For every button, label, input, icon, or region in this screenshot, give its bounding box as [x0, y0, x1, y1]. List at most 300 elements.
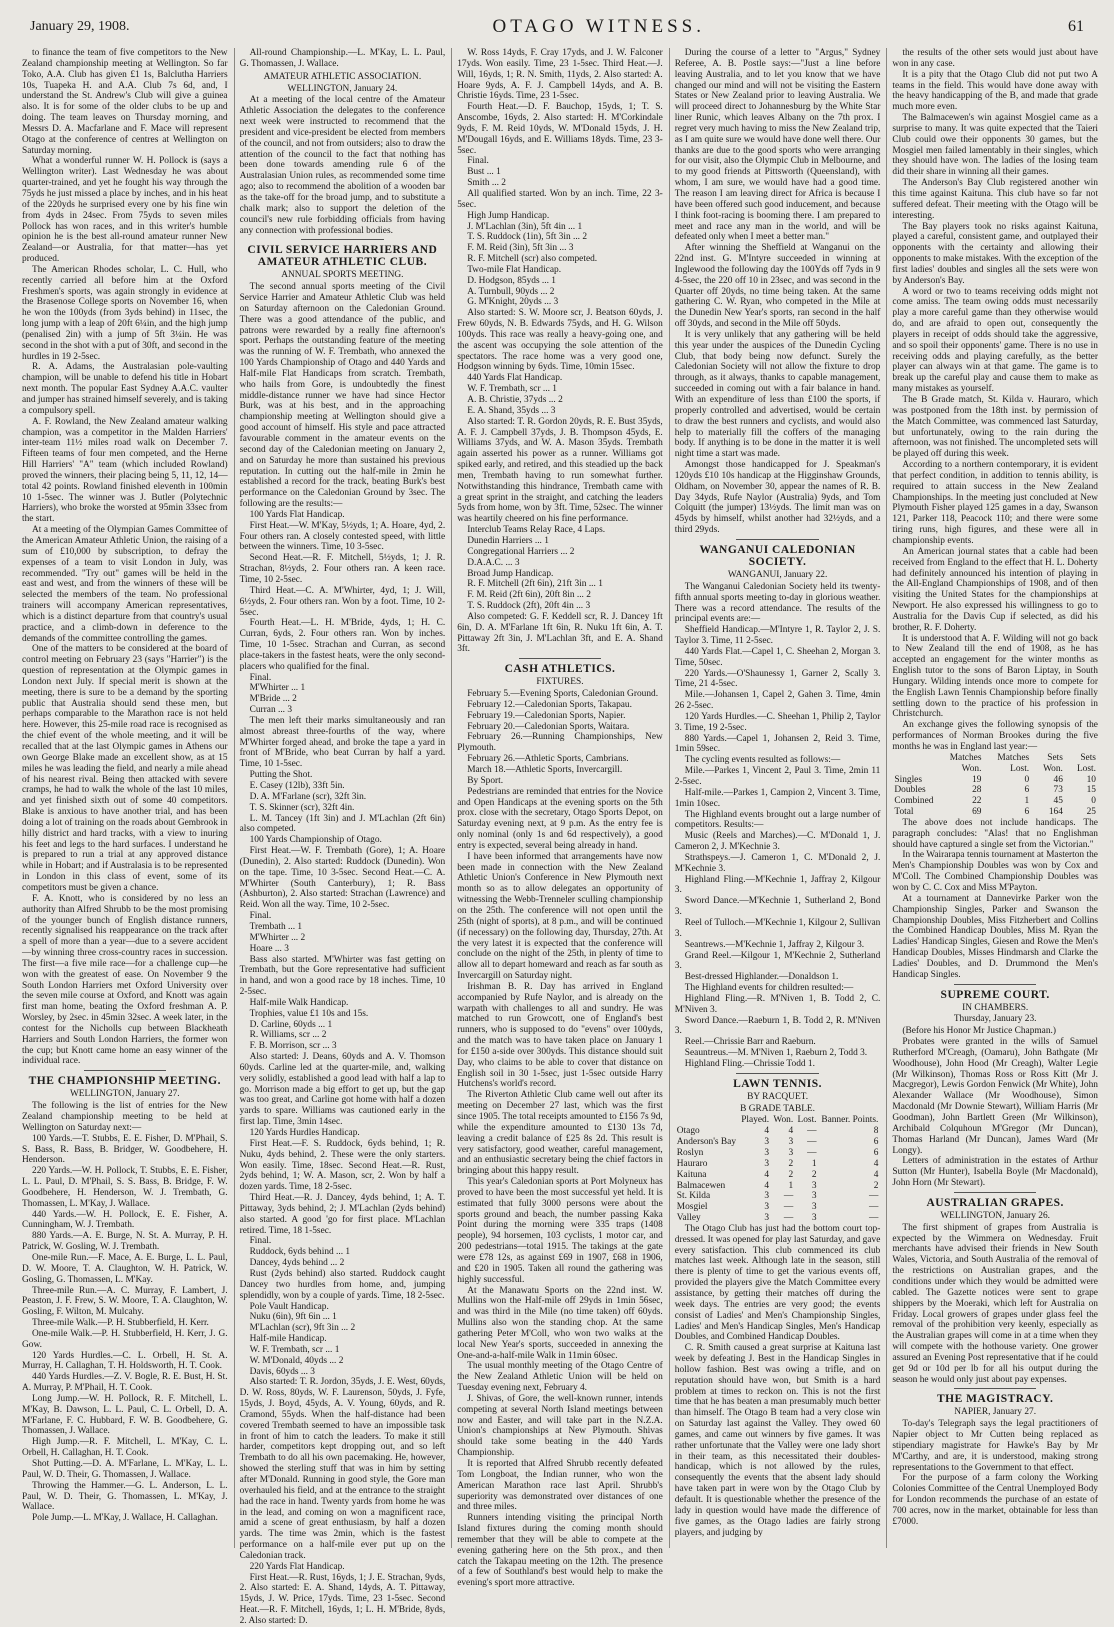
column-5 [886, 48, 1098, 1548]
paragraph: An American journal states that a cable had been received from England to the effect that H. L. Doherty had definitely announced his intention of playing in the All-England Championships of 1908, and of then visiting the United States for the championships at Newport. He also expressed his willingness to go to Australia for the Davis Cup if selected, as did his brother, R. F. Doherty. [892, 546, 1098, 633]
paragraph: Fourth Heat.—L. H. M'Bride, 4yds, 1; H. C. Curran, 6yds, 2. Four others ran. Won by inches. Time, 10 1-5sec. Strachan and Curran, as second place-takers in the fastest heats, were the only second-placers who qualified for the final. [239, 618, 446, 672]
paragraph: F. M. Reid (3in), 5ft 3in ... 3 [467, 243, 574, 254]
paragraph: Hoare ... 3 [249, 943, 289, 954]
paragraph: E. Casey (12lb), 33ft 5in. [249, 781, 345, 791]
paragraph: Reel of Tulloch.—M'Kechnie 1, Kilgour 2, Sullivan 3. [674, 917, 881, 939]
paragraph: Also competed: G. F. Keddell scr, R. J. Dancey 1ft 6in, D. A. M'Farlane 1ft 6in, R. Nuku 1ft 6in, A. T. Pittaway 2ft 3in, J. M'Lachlan 3ft, and E. A. Shand 3ft. [457, 611, 663, 655]
paragraph: The American Rhodes scholar, L. C. Hull, who recently carried all before him at the Oxford Freshmen's sports, was again strongly in evidence at the Brasenose College sports on November 16, when he won the 100yds (from 3yds behind) in 11sec, the long jump with a leap of 20ft 6¼in, and the high jump (penalised 2in) with a jump of 5ft 3¼in. He was second in the shot with a put of 30ft, and second in the hurdles in 19 2-5sec. [22, 264, 228, 362]
table-cell: 6 [873, 1148, 879, 1158]
paragraph: Rust (2yds behind) also started. Ruddock caught Dancey two hurdles from home, and, jumping splendidly, won by a couple of yards. Time, 18 2-5sec. [239, 1268, 446, 1301]
table-cell: 8 [873, 1126, 879, 1137]
paragraph: In the Wairarapa tennis tournament at Masterton the Men's Championship Doubles was won by Cox and M'Coll. The Combined Championship Doubles was won by C. C. Cox and Miss M'Payton. [892, 850, 1098, 893]
paragraph: 880 Yards.—Capel 1, Johansen 2, Reid 3. Time, 1min 59sec. [674, 733, 881, 755]
paragraph: The second annual sports meeting of the Civil Service Harrier and Amateur Athletic Club was held on Saturday afternoon on the Caledonian Ground. There was a good attendance of the public, and patrons were rewarded by a really fine afternoon's sport. Perhaps the outstanding feature of the meeting was the running of W. F. Trembath, who annexed the 100 Yards Championship of Otago and 440 Yards and Half-mile Flat Handicaps from scratch. Trembath, who hails from Gore, is undoubtedly the finest middle-distance runner we have had since Hector Burk, was at his best, and in the approaching championship meeting at Wellington should give a good account of himself. His style and pace attracted favourable comment in the amateur events on the second day of the Caledonian meeting on January 2, and on Saturday he more than sustained his previous reputation. In cutting out the half-mile in 2min he established a record for the track, beating Burk's best performance on the Caledonian Ground by 3sec. The following are the results:— [239, 282, 446, 510]
paragraph: R. Williams, scr ... 2 [249, 1030, 327, 1041]
paragraph: T. S. Ruddock (2ft), 20ft 4in ... 3 [467, 601, 591, 612]
paragraph: Half-mile Handicap. [249, 1334, 327, 1345]
paragraph: Best-dressed Highlander.—Donaldson 1. [684, 972, 839, 983]
table-cell: 6 [1024, 807, 1030, 818]
paragraph: February 5.—Evening Sports, Caledonian Ground. [467, 689, 659, 700]
paragraph: W. F. Trembath, scr ... 1 [467, 384, 557, 395]
table-cell: 19 [972, 774, 982, 785]
paragraph: 120 Yards Hurdles Handicap. [249, 1128, 360, 1138]
paragraph: 120 Yards Hurdles.—C. L. Orbell, H. St. A. Murray, H. Callaghan, T. H. Holdsworth, H. T. Cook. [22, 1350, 228, 1372]
table-cell: Hauraro [676, 1158, 708, 1169]
paragraph: This year's Caledonian sports at Port Molyneux has proved to have been the most successful yet held. It is estimated that fully 3000 persons were about the sports ground and beach, the number passing Kaka Point during the morning were 335 traps (1408 people), 94 horsemen, 103 cyclists, 1 motor car, and 200 pedestrians—total 1915. The takings at the gate were £78 12s, as against £69 in 1907, £68 in 1906, and £20 in 1905. Taken all round the gathering was highly successful. [457, 1177, 663, 1285]
paragraph: to finance the team of five competitors to the New Zealand championship meeting at Wellington. So far Toko, A.A. Club has given £1 1s, Balclutha Harriers 10s, Tuapeka H. and A.A. Club 7s 6d, and, I understand the St. Andrew's Club will give a guinea also. It is for some of the older clubs to be up and doing. The team leaves on Thursday morning, and Messrs D. A. Macfarlane and F. Mace will represent Otago at the conference of centres at Wellington on Saturday morning. [22, 48, 228, 156]
dateline: WANGANUI, January 22. [727, 569, 828, 580]
paragraph: Irishman B. R. Day has arrived in England accompanied by Rufe Naylor, and is already on the warpath with challenges to all and sundry. He was matched to run Growcott, one of England's best runners, who is supposed to do "evens" over 100yds, and the match was to have taken place on January 1 for £150 a-side over 300yds. This distance should suit Day, who claims to be able to cover that distance on English soil in 30 1-5sec, just 1-5sec outside Harry Hutchens's world's record. [457, 981, 663, 1090]
paragraph: G. M'Knight, 20yds ... 3 [467, 297, 559, 308]
masthead [30, 14, 1084, 40]
table-cell: 1 [788, 1180, 794, 1191]
table-cell: 4 [788, 1126, 794, 1137]
paragraph: 440 Yards.—W. H. Pollock, E. E. Fisher, A. Cunningham, W. J. Trembath. [22, 1209, 228, 1231]
paragraph: During the course of a letter to "Argus," Sydney Referee, A. B. Postle says:—"Just a line before leaving Australia, and to let you know that we have changed our mind and will not be visiting the Eastern States or New Zealand prior to leaving Australia. We will proceed direct to Johannesburg by the White Star liner Runic, which leaves Albany on the 7th prox. I regret very much having to miss the New Zealand trip, as I am quite sure we would have done well there. Our thanks are due to the good sports who were arranging for our visit, also the Olympic Club in Melbourne, and to my good friends at Pittsworth (Queensland), with whom, I am sure, we would have had a good time. The reason I am leaving direct for Africa is because I have been offered such good inducement, and because I think foot-racing is booming there. I am prepared to meet and race any man in the world, and will be defeated only when I meet a better man." [674, 48, 881, 243]
paragraph: The men left their marks simultaneously and ran almost abreast three-fourths of the way, where M'Whirter forged ahead, and broke the tape a yard in front of M'Bride, who beat Curran by half a yard. Time, 10 1-5sec. [239, 715, 446, 770]
table-cell: 4 [764, 1169, 770, 1180]
article-text: The first shipment of grapes from Australia is expected by the Wimmera on Wednesday. Fruit merchants have advised their friends in New South Wales, Victoria, and South Australia of the removal of the restrictions on Australian grapes, and the conditions under which they would be admitted were cabled. The Gazette notices were sent to grape shippers by the Moeraki, which left for Australia on Friday. Local growers of grapes under glass feel the removal of the prohibition very keenly, especially as the Australian grapes will come in at a time when they will compete with the hothouse variety. One grower assured an Evening Post representative that if he could get 9d or 10d per lb for all his output during the season he would only just about pay expenses. [892, 1222, 1098, 1385]
paragraph: A. Turnbull, 90yds ... 2 [467, 286, 555, 297]
column-header [675, 1115, 739, 1126]
paragraph: Bass also started. M'Whirter was fast getting on Trembath, but the Gore representative had sufficient in hand, and won a good race by 18 inches. Time, 10 2-5sec. [239, 954, 446, 998]
paragraph: Also started: T. R. Gordon 20yds, R. E. Bust 35yds, A. F. J. Campbell 37yds, J. B. Thompson 45yds, E. Williams 37yds, and W. A. Mason 35yds. Trembath again asserted his power as a runner. Williams got spiked early, and retired, and this steadied up the back men, Trembath having to run somewhat further. Notwithstanding this hindrance, Trembath came with a great sprint in the straight, and catching the leaders 5yds from home, won by 3ft. Time, 52sec. The winner was heartily cheered on his fine performance. [457, 416, 663, 525]
table-cell: Singles [894, 774, 922, 785]
column-3 [451, 48, 663, 1589]
paragraph: Half-mile Walk Handicap. [249, 997, 349, 1008]
paragraph: February 26.—Athletic Sports, Cambrians. [467, 754, 629, 765]
paragraph: To-day's Telegraph says the legal practitioners of Napier object to Mr Cutten being replaced as stipendiary magistrate for Hawke's Bay by Mr M'Carthy, and are, it is understood, making strong representations to the Government to that effect. [892, 1419, 1098, 1473]
column-header: Sets Lost. [1076, 752, 1096, 774]
paragraph: 880 Yards.—A. E. Burge, N. St. A. Murray, P. H. Patrick, W. Gosling, W. J. Trembath. [22, 1231, 228, 1253]
column-4 [669, 48, 881, 1548]
paragraph: Also started: J. Deans, 60yds and A. V. Thomson 60yds. Carline led at the quarter-mile, and, walking very solidly, established a good lead with half a lap to go. Morrison made a big effort to get up, but the gap was too great, and Carline got home with half a dozen yards to spare. Williams was cautioned early in the first lap. Time, 3min 14sec. [239, 1052, 446, 1128]
article-body [892, 48, 1098, 753]
table-cell: Otago [676, 1126, 700, 1137]
section-heading: CIVIL SERVICE HARRIERS AND AMATEUR ATHLETIC CLUB. [247, 244, 438, 269]
paragraph: C. R. Smith caused a great surprise at Kaituna last week by defeating J. Best in the Handicap Singles in hollow fashion. Best was owing a trifle, and on reputation should have won, but Smith is a hard problem at times to reckon on. This is not the first time that he has beaten a man presumably much better than himself. The Otago B team had a very close win on Saturday last against the Valley. They owed 60 games, and came out winners by five games. It was rather unfortunate that the Valley were one lady short in their team, as this necessitated their doubles-handicap, which is not allowed by the rules, consequently the events that the absent lady should have taken part in were won by the Otago Club by default. It is questionable whether the presence of the lady in question would have made the difference of five games, as the Otago ladies are fairly strong players, and judging by [674, 1343, 881, 1538]
table-cell: 1 [1024, 796, 1030, 807]
dateline: WELLINGTON, January 24. [287, 83, 398, 94]
table-cell: 28 [972, 785, 982, 796]
paragraph: Mile.—Johansen 1, Capel 2, Gahen 3. Time, 4min 26 2-5sec. [674, 690, 881, 712]
table-header-row [892, 753, 1098, 775]
section-heading: AMATEUR ATHLETIC ASSOCIATION. [263, 71, 422, 82]
paragraph: The Bay players took no risks against Kaituna, played a careful, consistent game, and outplayed their opponents with the certainty and allowing their opponents to make mistakes. With the exception of the first ladies' doubles and singles all the sets were won by Anderson's Bay. [892, 221, 1098, 286]
paragraph: February 26.—Running Championships, New Plymouth. [457, 732, 663, 754]
paragraph: First Heat.—W. M'Kay, 5½yds, 1; A. Hoare, 4yd, 2. Four others ran. A closely contested speed, with little between the winners. Time, 10 3-5sec. [239, 520, 446, 553]
table-cell: 2 [788, 1169, 794, 1180]
divider [301, 239, 383, 240]
paragraph: Highland Fling.—Chrissie Todd 1. [684, 1058, 815, 1069]
column-header: Played. [741, 1115, 770, 1126]
table-cell: — [807, 1137, 817, 1148]
table-row [675, 1170, 881, 1181]
table-row [892, 775, 1098, 786]
paragraph: Nuku (6in), 9ft 6in ... 1 [249, 1312, 337, 1323]
article-body [457, 689, 663, 1589]
paragraph: Amongst those handicapped for J. Speakman's 120yds £10 10s handicap at the Higginshaw Grounds, Oldham, on November 30, appear the names of R. B. Day 34yds, Rufe Naylor (Australia) 9yds, and Tom Colquitt (the jumper) 13½yds. The limit man was on 45yds by himself, whilst another had 32½yds, and a third 29yds. [674, 460, 881, 536]
section-heading: AUSTRALIAN GRAPES. [926, 1196, 1064, 1209]
paragraph: 100 Yards Championship of Otago. [249, 835, 382, 846]
paragraph: After winning the Sheffield at Wanganui on the 22nd inst. G. M'Intyre succeeded in winning at Inglewood the following day the 100Yds off 7yds in 9 4-5sec, the 220 off 10 in 23sec, and was second in the Quarter off 20yds, no time being taken. At the same gathering C. W. Ryan, who competed in the Mile at the Dunedin New Year's sports, ran second in the half off 30yds, and second in the Mile off 50yds. [674, 243, 881, 330]
table-cell: 3 [764, 1148, 770, 1158]
table-cell: Anderson's Bay [676, 1137, 737, 1148]
table-row [675, 1181, 881, 1192]
paragraph: Second Heat.—R. F. Mitchell, 5½yds, 1; J. R. Strachan, 8½yds, 2. Four others ran. A keen race. Time, 10 2-5sec. [239, 553, 446, 585]
table-title: B GRADE TABLE. [740, 1103, 815, 1114]
divider [736, 539, 818, 540]
divider [519, 658, 601, 659]
paragraph: 220 Yards.—O'Shaunessy 1, Garner 2, Scally 3. Time, 21 4-5sec. [674, 668, 881, 690]
table-cell: 25 [1086, 807, 1096, 818]
table-cell: 6 [873, 1137, 879, 1148]
paragraph: Ruddock, 6yds behind ... 1 [249, 1247, 351, 1258]
table-cell: 69 [972, 807, 982, 818]
paragraph: Two-mile Flat Handicap. [467, 264, 562, 275]
table-cell: 3 [764, 1191, 770, 1202]
paragraph: The Highland events brought out a large number of competitors. Results:— [674, 809, 881, 831]
section-heading: SUPREME COURT. [940, 988, 1050, 1001]
paragraph: By Sport. [467, 775, 504, 786]
paragraph: The Otago Club has just had the bottom court top-dressed. It was opened for play last Saturday, and gave every satisfaction. This club commenced its club matches last week. Although late in the season, still there is plenty of time to get the various events off, provided the players give the Match Committee every assistance, by getting their matches off during the week days. The entries are very good; the events consist of Ladies' and Men's Championship Singles, Ladies' and Men's Handicap Singles, Men's Handicap Doubles, and Combined Handicap Doubles. [674, 1223, 881, 1343]
table-cell: Roslyn [676, 1148, 704, 1158]
paragraph: One-mile Run.—F. Mace, A. E. Burge, L. L. Paul, D. W. Moore, T. A. Claughton, W. H. Patrick, W. Gosling, G. Thomassen, L. M'Kay. [22, 1252, 228, 1285]
paragraph: An exchange gives the following synopsis of the performances of Norman Brookes during the five months he was in England last year:— [892, 720, 1098, 752]
paragraph: February 19.—Caledonian Sports, Napier. [467, 710, 626, 721]
paragraph: 120 Yards Hurdles.—C. Sheehan 1, Philip 2, Taylor 3. Time, 19 2-5sec. [674, 711, 881, 733]
paragraph: First Heat.—W. F. Trembath (Gore), 1; A. Hoare (Dunedin), 2. Also started: Ruddock (Dunedin). Won on the tape. Time, 10 3-5sec. Second Heat.—C. A. M'Whirter (South Canterbury), 1; R. Bass (Ashburton), 2. Also started: Strachan (Lawrence) and Reid. Won all the way. Time, 10 2-5sec. [239, 846, 446, 911]
table-cell: — [807, 1126, 817, 1137]
paragraph: Sword Dance.—Raeburn 1, B. Todd 2, R. M'Niven 3. [674, 1015, 881, 1037]
section-heading: LAWN TENNIS. [733, 1077, 823, 1090]
table-cell: Combined [894, 796, 934, 807]
paragraph: (Before his Honor Mr Justice Chapman.) [902, 1026, 1056, 1037]
byline: BY RACQUET. [747, 1091, 809, 1102]
paragraph: M'Whirter ... 2 [249, 932, 306, 943]
paragraph: Final. [249, 1236, 272, 1247]
table-cell: 2 [788, 1158, 794, 1169]
paragraph: T. S. Ruddock (1in), 5ft 3in ... 2 [467, 232, 588, 243]
paragraph: D. A. M'Farlane (scr), 32ft 3in. [249, 791, 367, 802]
paragraph: D.A.A.C. ... 3 [467, 557, 520, 568]
table-row [675, 1191, 881, 1202]
paragraph: Seauntreus.—M. M'Niven 1, Raeburn 2, Todd 3. [684, 1048, 868, 1059]
newspaper-title: OTAGO WITNESS. [492, 16, 705, 37]
paragraph: W. M'Donald, 40yds ... 2 [249, 1355, 344, 1366]
section-heading: THE CHAMPIONSHIP MEETING. [28, 1075, 221, 1088]
paragraph: February 20.—Caledonian Sports, Waitara. [467, 721, 630, 732]
paragraph: J. M'Lachlan (3in), 5ft 4in ... 1 [467, 221, 583, 232]
paragraph: Third Heat.—R. J. Dancey, 4yds behind, 1; A. T. Pittaway, 3yds behind, 2; J. M'Lachlan (2yds behind) also started. A good 'go for first place. M'Lachlan retired. Time, 18 1-5sec. [239, 1193, 446, 1236]
article-body [892, 1419, 1098, 1527]
table-cell: Valley [676, 1213, 701, 1224]
table-cell: 45 [1053, 796, 1063, 807]
paragraph: The cycling events resulted as follows:— [684, 755, 841, 766]
paragraph: Pole Jump.—L. M'Kay, J. Wallace, H. Callaghan. [32, 1513, 218, 1524]
dateline: WELLINGTON, January 26. [940, 1210, 1051, 1221]
table-cell: — [783, 1202, 794, 1213]
paragraph: R. F. Mitchell (2ft 6in), 21ft 3in ... 1 [467, 579, 603, 590]
paragraph: High Jump Handicap. [467, 210, 550, 221]
paragraph: At the Manawatu Sports on the 22nd inst. W. Mullins won the Half-mile off 29yds in 1min 56sec, and was third in the Mile (no time taken) off 60yds. Mullins also won the standing chop. At the same gathering Peter M'Coll, who won two walks at the local New Year's sports, succeeded in annexing the One-and-a-half-mile Walk in 11min 60sec. [457, 1285, 663, 1361]
table-cell: 0 [1024, 774, 1030, 785]
table-cell: 0 [1091, 796, 1096, 807]
paragraph: At a tournament at Dannevirke Parker won the Championship Singles, Parker and Swanson the Championship Doubles, Miss Fitzherbert and Collins the Combined Handicap Doubles, Miss M. Ryan the Ladies' Handicap Singles, Giesen and Rowe the Men's Handicap Doubles, Misses Hindmarsh and Clarke the Ladies' Doubles, and D. Drummond the Men's Handicap Singles. [892, 893, 1098, 980]
article-text: At a meeting of the local centre of the Amateur Athletic Association the delegates to the conference next week were instructed to recommend that the president and vice-president be elected from members of the council, and not from outsiders; also to draw the attention of the council to the fact that nothing has been done towards amending rule 6 of the Australasian Union rules, as recommended some time ago; also to recommend the abolition of a wooden bar as the take-off for the broad jump, and to substitute a chalk mark; also to support the deletion of the council's new rule forbidding officials from having any connection with professional bodies. [239, 95, 446, 236]
paragraph: Three-mile Run.—A. C. Murray, F. Lambert, J. Peaston, J. F. Frew, S. W. Moore, T. A. Claughton, W. Gosling, F. Wilton, M. Mulcahy. [22, 1285, 228, 1318]
paragraph: What a wonderful runner W. H. Pollock is (says a Wellington writer). Last Wednesday he was about quarter-trained, and yet he fought his way through the 75yds he just missed a place by inches, and in his heat of the 220yds he surprised every one by his fine win from 4yds in 24sec. From 75yds to seven miles Pollock has won races, and in this writer's humble opinion he is the best all-round amateur runner New Zealand—or Australia, for that matter—has yet produced. [22, 156, 228, 265]
paragraph: For the purpose of a farm colony the Working Colonies Committee of the Central Unemployed Body for London recommends the purchase of an estate of 700 acres, now in the market, obtainable for less than £7000. [892, 1473, 1098, 1527]
paragraph: 440 Yards Hurdles.—Z. V. Bogle, R. E. Bust, H. St. A. Murray, P. M'Phail, H. T. Cook. [22, 1372, 228, 1394]
paragraph: 100 Yards Flat Handicap. [249, 509, 345, 520]
table-cell: 3 [811, 1180, 817, 1191]
table-cell: Balmacewen [676, 1180, 726, 1191]
brookes-table [892, 753, 1098, 818]
paragraph: Seantrews.—M'Kechnie 1, Jaffray 2, Kilgour 3. [684, 939, 865, 950]
paragraph: Bust ... 1 [467, 167, 501, 178]
table-cell: — [869, 1191, 879, 1202]
article-body [675, 48, 881, 536]
table-cell: St. Kilda [676, 1191, 711, 1202]
entries-list [22, 1101, 228, 1524]
paragraph: At a meeting of the Olympian Games Committee of the American Amateur Athletic Union, the raising of a sum of £10,000 by subscription, to defray the expenses of a team to visit London in July, was recommended. "Try out" games will be held in the east and west, and from the winners of these will be selected the members of the team. No professional trainers will accompany American representatives, which is a distinct departure from that country's usual practice, and a climb-down in deference to the demands of the committee controlling the games. [22, 525, 228, 644]
column-1 [22, 48, 228, 1548]
table-cell: 73 [1053, 785, 1063, 796]
table-row [675, 1159, 881, 1170]
table-cell: 3 [764, 1202, 770, 1213]
table-row [892, 785, 1098, 796]
paragraph: Highland Fling.—R. M'Niven 1, B. Todd 2, C. M'Niven 3. [674, 993, 881, 1015]
paragraph: Broad Jump Handicap. [467, 568, 554, 579]
paragraph: Putting the Shot. [249, 770, 313, 781]
table-cell: Mosgiel [676, 1202, 708, 1213]
paragraph: Reel.—Chrissie Barr and Raeburn. [684, 1037, 816, 1048]
paragraph: It is very unlikely that any gathering will be held this year under the auspices of the Dunedin Cycling Club, that body being now defunct. Surely the Caledonian Society will not allow the fixture to drop through, as it always, thanks to capable management, succeeded in coming out with a fair balance in hand. With an expenditure of less than £100 the sports, if properly controlled and advertised, would be certain to draw the best runners and cyclists, and would also help to materially fill the coffers of the managing body. If anything is to be done in the matter it is well night time a start was made. [674, 329, 881, 460]
paragraph: One of the matters to be considered at the board of control meeting on February 23 (says "Harrier") is the question of representation at the Olympic games in London next July. If special merit is shown at the meeting, there is sure to be a demand by the sporting public that Australia should send these men, but perhaps comparable to the Marathon race is not held here. However, this 25-mile road race is recognised as the chief event of the whole meeting, and it will be recalled that at the last Olympic games in Athens our own George Blake made an excellent show, as at 15 miles he was leading the field, and nearly a mile ahead of his nearest rival. Being then attacked with severe cramps, he had to walk the whole of the last 10 miles, and yet finished sixth out of some 40 competitors. Blake is anxious to have another trial, and has been doing a lot of training on the roads about Gembrook in hilly district and hard tracks, with a view to inuring his feet and legs to the hard surfaces. I understand he is prepared to run a trial at any approved distance while in Hobart; and if Australasia is to be represented in London in this class of event, some of its competitors must be given a chance. [22, 644, 228, 893]
table-cell: 15 [1086, 785, 1096, 796]
paragraph: According to a northern contemporary, it is evident that perfect condition, in addition to tennis ability, is required to attain success in the New Zealand Championships. In the meeting just concluded at New Plymouth Fisher played 125 games in a day, Swanson 121, Parker 118, Peacock 110; and there were some tiring runs, high figures, and these were all in championship events. [892, 460, 1098, 546]
results-list [240, 282, 446, 1627]
paragraph: A word or two to teams receiving odds might not come amiss. The team owing odds must necessarily play a more careful game than they otherwise would do, and are afraid to open out, consequently the players in receipt of odds should take the aggressive, and so spoil their opponents' game. There is no use in receiving odds and playing carefully, as the better player can always win at that game. The game is to break up the careful play and cause them to make as many mistakes as yourself. [892, 286, 1098, 395]
paragraph: Sword Dance.—M'Kechnie 1, Sutherland 2, Bond 3. [674, 896, 881, 918]
paragraph: Long Jump.—W. H. Pollock, R. F. Mitchell, L. M'Kay, B. Dawson, L. L. Paul, C. L. Orbell, D. A. M'Farlane, F. C. Hubbard, F. W. B. Goodbehere, G. Thomassen, J. Wallace. [22, 1393, 228, 1437]
paragraph: Shot Putting.—D. A. M'Farlane, L. M'Kay, L. L. Paul, W. D. Their, G. Thomassen, J. Wallace. [22, 1459, 228, 1480]
paragraph: Music (Reels and Marches).—C. M'Donald 1, J. Cameron 2, J. M'Kechnie 3. [674, 831, 881, 853]
table-cell: 164 [1048, 807, 1063, 818]
paragraph: 220 Yards Flat Handicap. [249, 1561, 345, 1572]
paragraph: W. F. Trembath, scr ... 1 [249, 1344, 340, 1355]
sub-heading: IN CHAMBERS. [962, 1002, 1029, 1013]
column-header: Sets Won. [1043, 752, 1063, 774]
column-2 [234, 48, 446, 1626]
paragraph: T. S. Skinner (scr), 32ft 4in. [249, 802, 355, 813]
table-cell: — [783, 1213, 794, 1224]
column-header: Lost. [797, 1115, 817, 1126]
table-cell: 3 [788, 1148, 794, 1158]
table-cell: 4 [873, 1158, 879, 1169]
table-row [675, 1137, 881, 1148]
paragraph: Curran ... 3 [249, 705, 293, 716]
dateline: Thursday, January 23. [953, 1014, 1037, 1025]
paragraph: Half-mile.—Parkes 1, Campion 2, Vincent 3. Time, 1min 10sec. [674, 787, 881, 809]
table-cell: 3 [811, 1213, 817, 1224]
article-body [892, 1026, 1098, 1189]
paragraph: A. F. Rowland, the New Zealand amateur walking champion, was a competitor in the Malden Harriers' inter-team 11½ miles road walk on December 7. Fifteen teams of four men competed, and the Herne Hill Harriers' "A" team (which included Rowland) proved the winners, their placing being 5, 11, 12, 14—total 42 points. Rowland finished eleventh in 100min 10 1-5sec. The winner was J. Butler (Polytechnic Harriers), who broke the worsted at 95min 33sec from the start. [22, 416, 228, 525]
table-cell: 4 [873, 1169, 879, 1180]
table-cell: Total [894, 807, 914, 818]
paragraph: Final. [467, 156, 489, 167]
paragraph: All qualified started. Won by an inch. Time, 22 3-5sec. [457, 188, 663, 210]
paragraph: High Jump.—R. F. Mitchell, L. M'Kay, C. L. Orbell, H. Callaghan, H. T. Cook. [22, 1437, 228, 1459]
paragraph: Interclub Teams Relay Race, 4 Laps. [467, 525, 606, 536]
column-header: Banner. Points. [821, 1115, 879, 1126]
issue-date: January 29, 1908. [30, 19, 130, 34]
table-cell: 3 [788, 1137, 794, 1148]
paragraph: W. Ross 14yds, F. Cray 17yds, and J. W. Falconer 17yds. Won easily. Time, 23 1-5sec. Third Heat.—J. Will, 16yds, 1; R. N. Smith, 11yds, 2. Also started: A. Hoare 9yds, A. F. J. Campbell 14yds, and A. B. Christie 16yds. Time, 23 1-5sec. [457, 48, 663, 102]
paragraph: Runners intending visiting the principal North Island fixtures during the coming month should remember that they will be able to compete at the evening gathering here on the 5th prox., and then catch the Takapau meeting on the 12th. The presence of a few of Southland's best would help to make the evening's sport more attractive. [457, 1513, 663, 1589]
paragraph: L. M. Tancey (1ft 3in) and J. M'Lachlan (2ft 6in) also competed. [239, 813, 446, 835]
divider [954, 1192, 1036, 1193]
paragraph: Davis, 60yds ... 3 [249, 1366, 315, 1377]
paragraph: Third Heat.—C. A. M'Whirter, 4yd, 1; J. Will, 6½yds, 2. Four others ran. Won by a foot. Time, 10 2-5sec. [239, 585, 446, 618]
paragraph: The usual monthly meeting of the Otago Centre of the New Zealand Athletic Union will be held on Tuesday evening next, February 4. [457, 1361, 663, 1394]
column-header: Won. [773, 1115, 794, 1126]
paragraph: Also started: T. R. Jordon, 35yds, J. E. West, 60yds, D. W. Ross, 80yds, W. F. Laurenson, 50yds, J. Fyfe, 15yds, J. Boyd, 45yds, A. V. Young, 60yds, and R. Cramond, 55yds. When the half-distance had been covered Trembath seemed to have an impossible task in front of him to catch the leaders. To make it still harder, competitors kept dropping out, and so left Trembath to do all his own pacemaking. He, however, showed the sterling stuff that was in him by setting after M'Donald. Running in good style, the Gore man overhauled his field, and at the entrance to the straight had the race in hand. Twenty yards from home he was in the lead, and coming on won a magnificent race, amid a scene of great enthusiasm, by half a dozen yards. The time was 2min, which is the fastest performance on a half-mile ever put up on the Caledonian track. [239, 1377, 446, 1561]
paragraph: F. M. Reid (2ft 6in), 20ft 8in ... 2 [467, 590, 591, 601]
paragraph: Congregational Harriers ... 2 [467, 546, 575, 557]
paragraph: Also started: S. W. Moore scr, J. Beatson 60yds, J. Frew 60yds, N. B. Edwards 75yds, and H. G. Wilson 100yds. This race was really a heavy-going one, and the ascent was occupying the sole attention of the spectators. The race home was a very good one, Hodgson winning by 6yds. Time, 10min 15sec. [457, 308, 663, 373]
paragraph: Fourth Heat.—D. F. Bauchop, 15yds, 1; T. S. Anscombe, 16yds, 2. Also started: H. M'Corkindale 9yds, F. M. Reid 10yds, W. M'Donald 15yds, J. H. M'Dougall 16yds, and E. Williams 18yds. Time, 23 3-5sec. [457, 102, 663, 156]
table-row [675, 1213, 881, 1224]
table-cell: 3 [811, 1202, 817, 1213]
paragraph: First Heat.—F. S. Ruddock, 6yds behind, 1; R. Nuku, 4yds behind, 2. These were the only starters. Won easily. Time, 18sec. Second Heat.—R. Rust, 2yds behind, 1; W. A. Mason, scr, 2. Won by half a dozen yards. Time, 18 2-5sec. [239, 1138, 446, 1193]
paragraph: It is understood that A. F. Wilding will not go back to New Zealand till the end of 1908, as he has accepted an engagement for the winter months as English tutor to the sons of Baron Liptay, in South Hungary. Wilding intends once more to compete for the English Lawn Tennis Championship before finally settling down to the practice of his profession in Christchurch. [892, 633, 1098, 720]
column-header: Matches Won. [949, 752, 982, 774]
paragraph: R. A. Adams, the Australasian pole-vaulting champion, will be unable to defend his title in Hobart next month. The popular East Sydney A.A.C. vaulter and jumper has strained himself severely, and is taking a compulsory spell. [22, 362, 228, 416]
table-header-row [675, 1115, 881, 1126]
column-header [892, 753, 935, 775]
paragraph: February 12.—Caledonian Sports, Takapau. [467, 699, 632, 710]
dateline: WELLINGTON, January 27. [69, 1089, 180, 1100]
table-cell: 4 [764, 1126, 770, 1137]
table-cell: 2 [873, 1180, 879, 1191]
table-cell: — [807, 1148, 817, 1158]
paragraph: First Heat.—R. Rust, 16yds, 1; J. E. Strachan, 9yds, 2. Also started: E. A. Shand, 14yds, A. T. Pittaway, 15yds, J. W. Price, 17yds. Time, 23 1-5sec. Second Heat.—R. F. Mitchell, 16yds, 1; L. H. M'Bride, 8yds, 2. Also started: D. [239, 1572, 446, 1626]
paragraph: Three-mile Walk.—P. H. Stubberfield, H. Kerr. [32, 1318, 209, 1329]
paragraph: Throwing the Hammer.—G. L. Anderson, L. L. Paul, W. D. Their, G. Thomassen, L. M'Kay, J. Wallace. [22, 1480, 228, 1513]
table-cell: 22 [972, 796, 982, 807]
paragraph: Letters of administration in the estates of Arthur Sutton (Mr Hunter), Isabella Boyle (Mr Macdonald), John Horn (Mr Stewart). [892, 1156, 1098, 1189]
paragraph: M'Lachlan (scr), 9ft 3in ... 2 [249, 1323, 356, 1334]
results-list [457, 48, 663, 655]
section-heading: THE MAGISTRACY. [936, 1393, 1054, 1406]
table-cell: 46 [1053, 774, 1063, 785]
paragraph: J. Shivas, of Gore, the well-known runner, intends competing at several North Island meetings between now and Easter, and will take part in the N.Z.A. Union's championships at New Plymouth. Shivas should take some beating in the 440 Yards Championship. [457, 1393, 663, 1459]
column-header: Matches Lost. [997, 752, 1030, 774]
b-grade-table [675, 1115, 881, 1223]
paragraph: the results of the other sets would just about have won in any case. [892, 48, 1098, 69]
table-row [892, 796, 1098, 807]
dateline: NAPIER, January 27. [954, 1407, 1037, 1418]
paragraph: Final. [249, 672, 272, 683]
paragraph: 440 Yards Flat Handicap. [467, 373, 563, 384]
section-heading: CASH ATHLETICS. [504, 663, 616, 676]
paragraph: A. B. Christie, 37yds ... 2 [467, 395, 563, 405]
paragraph: Probates were granted in the wills of Samuel Rutherford M'Creagh, (Oamaru), John Bathgate (Mr Woodhouse), John Hood (Mr Creagh), Walter Legie (Mr Wilkinson), Thomas Ross or Ross Kitt (Mr J. Macgregor), Lewis Gordon Fenwick (Mr White), John Alexander Wallace (Mr Woodhouse), Simon Macdonald (Mr Downie Stewart), William Harris (Mr Goodman), John Bartlett Green (Mr Wilkinson), Archibald Colquhoun M'Gregor (Mr Duncan), Thomas Harland (Mr Duncan), James Ward (Mr Longy). [892, 1037, 1098, 1156]
paragraph: Grand Reel.—Kilgour 1, M'Kechnie 2, Sutherland 3. [674, 950, 881, 972]
paragraph: The Riverton Athletic Club came well out after its meeting on December 27 last, which was the first since 1905. The total receipts amounted to £156 7s 9d, while the expenditure amounted to £130 13s 7d, leaving a credit balance of £25 8s 2d. This result is very satisfactory, good weather, careful management, and an enthusiastic secretary being the chief factors in bringing about this happy result. [457, 1090, 663, 1177]
paragraph: Pole Vault Handicap. [249, 1301, 329, 1312]
paragraph: The B Grade match, St. Kilda v. Hauraro, which was postponed from the 18th inst. by permission of the Match Committee, was commenced last Saturday, but unfortunately, owing to the rain during the afternoon, was not finished. The uncompleted sets will be played off during this week. [892, 395, 1098, 460]
paragraph: The following is the list of entries for the New Zealand championship meeting to be held at Wellington on Saturday next:— [22, 1101, 228, 1133]
paragraph: It is reported that Alfred Shrubb recently defeated Tom Longboat, the Indian runner, who won the American Marathon race last April. Shrubb's superiority was demonstrated over distances of one and three miles. [457, 1459, 663, 1513]
paragraph: Dunedin Harriers ... 1 [467, 535, 549, 546]
sub-heading: FIXTURES. [536, 677, 584, 688]
paragraph: It is a pity that the Otago Club did not put two A teams in the field. This would have done away with the heavy handicapping of the B, and made that grade much more even. [892, 69, 1098, 113]
divider [736, 1073, 818, 1074]
table-cell: 2 [811, 1169, 817, 1180]
paragraph: F. A. Knott, who is considered by no less an authority than Alfred Shrubb to be the most promising of the younger bunch of English distance runners, recently signalised his reappearance on the track after a spell of more than a year—due to a severe accident—by winning three cross-country races in succession. The first—a five mile race—for a challenge cup—he won with the greatest of ease. On November 9 the South London Harriers met Oxford University over the seven mile course at Oxford, and Knott was again first man home, beating the Oxford freshman A. P. Worsley, by 2sec. in 45min 32sec. A week later, in the contest for the Nicholls cup between Blackheath Harriers and South London Harriers, the former won the cup; but Knott came home an easy winner of the individual race. [22, 893, 228, 1067]
paragraph: M'Whirter ... 1 [249, 683, 306, 694]
sub-heading: ANNUAL SPORTS MEETING. [281, 270, 404, 281]
article-body [675, 1224, 881, 1538]
paragraph: Strathspeys.—J. Cameron 1, C. M'Donald 2, J. M'Kechnie 3. [674, 852, 881, 874]
paragraph: Trophies, value £1 10s and 15s. [249, 1008, 369, 1019]
table-cell: — [783, 1191, 794, 1202]
page-number: 61 [1068, 18, 1084, 35]
paragraph: D. Carline, 60yds ... 1 [249, 1019, 333, 1030]
paragraph: The Highland events for children resulted:— [684, 983, 854, 994]
paragraph: Trembath ... 1 [249, 921, 303, 932]
paragraph: Mile.—Parkes 1, Vincent 2, Paul 3. Time, 2min 11 2-5sec. [674, 766, 881, 787]
table-cell: — [869, 1202, 879, 1213]
article-text: All-round Championship.—L. M'Kay, L. L. Paul, G. Thomassen, J. Wallace. [239, 48, 446, 69]
table-cell: 3 [811, 1191, 817, 1202]
columns [22, 48, 1098, 1626]
table-cell: Doubles [894, 785, 926, 796]
table-cell: Kaituna [676, 1169, 707, 1180]
article-body [892, 818, 1098, 981]
paragraph: E. A. Shand, 35yds ... 3 [467, 405, 556, 416]
divider [84, 1070, 166, 1071]
table-cell: 4 [764, 1180, 770, 1191]
table-total-row [892, 807, 1098, 818]
table-cell: 6 [1024, 785, 1030, 796]
col1-body [22, 48, 228, 1067]
table-cell: 1 [811, 1158, 817, 1169]
paragraph: March 18.—Athletic Sports, Invercargill. [467, 765, 623, 775]
divider [954, 984, 1036, 985]
table-cell: — [869, 1213, 879, 1224]
paragraph: Pedestrians are reminded that entries for the Novice and Open Handicaps at the evening sports on the 5th prox. close with the secretary, Otago Sports Depot, on Saturday evening next, at 9 p.m. As the entry fee is only nominal (only 1s and 6d respectively), a good entry is expected, several being already in hand. [457, 786, 663, 851]
table-cell: 10 [1086, 774, 1096, 785]
table-row [675, 1148, 881, 1159]
paragraph: Sheffield Handicap.—M'Intyre 1, R. Taylor 2, J. S. Taylor 3. Time, 11 2-5sec. [674, 625, 881, 647]
table-row [675, 1202, 881, 1213]
paragraph: One-mile Walk.—P. H. Stubberfield, H. Kerr, J. G. Gow. [22, 1328, 228, 1350]
paragraph: The above does not include handicaps. The paragraph concludes: "Alas! that no Englishman should have captured a single set from the Victorian." [892, 817, 1098, 850]
paragraph: I have been informed that arrangements have now been made in connection with the New Zealand Athletic Union's Conference in New Plymouth next month so as to allow delegates an opportunity of witnessing the Webb-Trenneler sculling championship on the 25th. The conference will not open until the 25th (night of sports), at 8 p.m., and will be continued (if necessary) on the following day, Thursday, 27th. At the very latest it is expected that the conference will conclude on the night of the 25th, in plenty of time to allow all to depart homeward and reach as far south as Invercargill on Saturday night. [457, 851, 663, 982]
paragraph: 220 Yards.—W. H. Pollock, T. Stubbs, E. E. Fisher, L. L. Paul, D. M'Phail, S. S. Bass, B. Bridge, F. W. Goodbehere, H. Henderson, W. J. Trembath, G. Thomassen, L. M'Kay, J. Wallace. [22, 1166, 228, 1209]
table-cell: 3 [764, 1213, 770, 1224]
results-list [675, 582, 881, 1070]
table-row [675, 1126, 881, 1137]
paragraph: Smith ... 2 [467, 178, 506, 189]
paragraph: The Balmacewen's win against Mosgiel came as a surprise to many. It was quite expected that the Taieri Club could owe their opponents 30 games, but the Mosgiel men failed lamentably in their singles, which they should have won. The ladies of the losing team did their share in winning all their games. [892, 113, 1098, 178]
paragraph: The Anderson's Bay Club registered another win this time against Kaituna. This club have so far not suffered defeat. Their meeting with the Otago will be interesting. [892, 178, 1098, 221]
paragraph: R. F. Mitchell (scr) also competed. [467, 254, 598, 265]
